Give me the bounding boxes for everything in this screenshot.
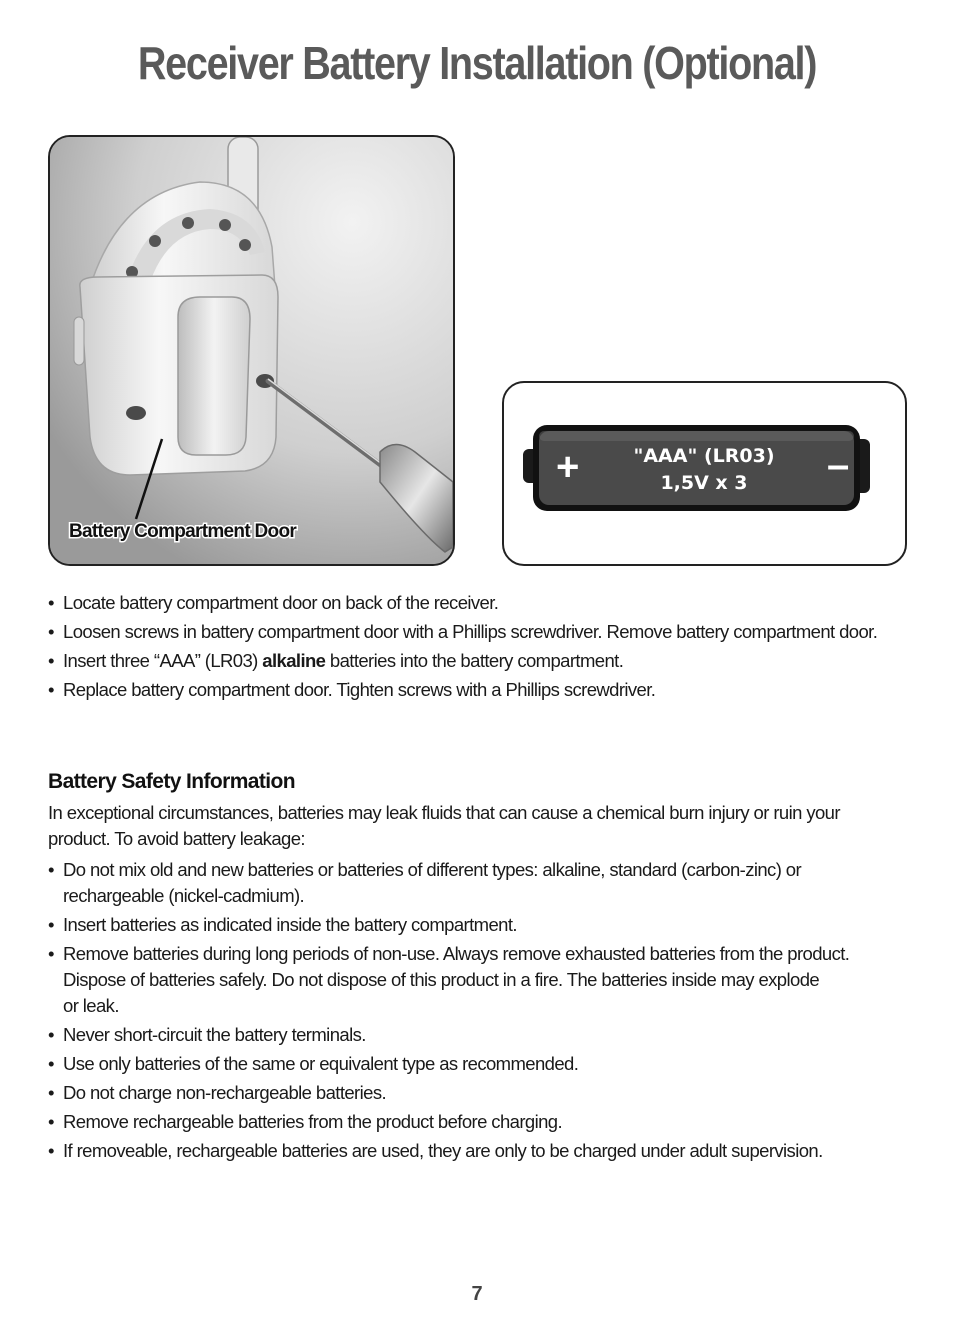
list-item: • Insert batteries as indicated inside the battery compartment. <box>48 912 928 938</box>
safety-heading: Battery Safety Information <box>48 770 295 793</box>
battery-minus-symbol: – <box>827 443 850 487</box>
receiver-photo <box>48 135 455 566</box>
photo-caption: Battery Compartment Door <box>69 521 297 542</box>
safety-intro: In exceptional circumstances, batteries may leak fluids that can cause a chemical burn injury or ruin your product. To avoid battery leakage: <box>48 802 840 849</box>
battery-diagram <box>502 381 907 566</box>
list-item: • Do not mix old and new batteries or batteries of different types: alkaline, standard (carbon-zinc) or rechargeable (nickel-cadmium). <box>48 857 928 909</box>
list-item: • Loosen screws in battery compartment door with a Phillips screwdriver. Remove battery compartment door. <box>48 617 928 646</box>
list-item: • Use only batteries of the same or equivalent type as recommended. <box>48 1051 928 1077</box>
battery-type-label: "AAA" (LR03) <box>633 445 775 467</box>
list-item: • Do not charge non-rechargeable batteries. <box>48 1080 928 1106</box>
list-item: • Replace battery compartment door. Tighten screws with a Phillips screwdriver. <box>48 675 928 704</box>
list-item: • If removeable, rechargeable batteries are used, they are only to be charged under adult supervision. <box>48 1138 928 1164</box>
list-item: • Never short-circuit the battery terminals. <box>48 1022 928 1048</box>
safety-list <box>48 857 928 1167</box>
page-number: 7 <box>471 1283 483 1305</box>
battery-plus-symbol: + <box>556 445 580 489</box>
alkaline-emphasis: alkaline <box>262 650 326 671</box>
list-item: • Remove batteries during long periods of non-use. Always remove exhausted batteries from the product. Dispose of batteries safely. Do not dispose of this product in a fire. The batteries inside may explode or leak. <box>48 941 928 1019</box>
page-title: Receiver Battery Installation (Optional) <box>137 37 817 89</box>
list-item: • Remove rechargeable batteries from the product before charging. <box>48 1109 928 1135</box>
battery-voltage-label: 1,5V x 3 <box>660 472 748 494</box>
list-item: • Insert three “AAA” (LR03) alkaline batteries into the battery compartment. <box>48 646 928 675</box>
installation-steps <box>48 588 928 704</box>
list-item: • Locate battery compartment door on back of the receiver. <box>48 588 928 617</box>
